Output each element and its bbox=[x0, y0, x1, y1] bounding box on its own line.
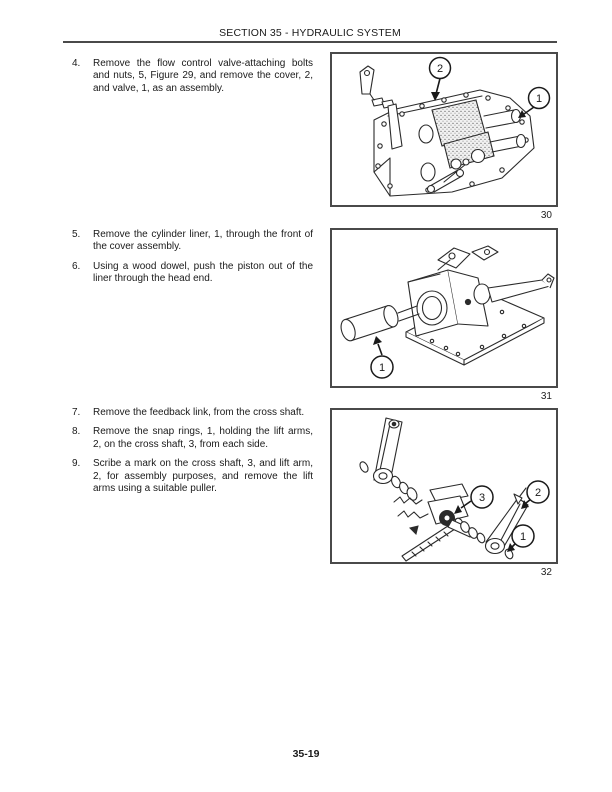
step-text: Remove the snap rings, 1, holding the lift arms, 2, on the cross shaft, 3, from each side. bbox=[93, 426, 313, 450]
figure-31-number: 31 bbox=[540, 391, 552, 402]
callout-2 bbox=[430, 58, 451, 102]
step-number: 5. bbox=[72, 229, 81, 240]
step-9 bbox=[72, 458, 313, 495]
step-text: Remove the feedback link, from the cross shaft. bbox=[93, 407, 305, 418]
lift-cover-drawing bbox=[339, 246, 554, 365]
wood-dowel bbox=[339, 304, 401, 343]
step-4 bbox=[72, 58, 313, 95]
step-8 bbox=[72, 426, 313, 451]
figure-30 bbox=[330, 52, 558, 207]
step-text: Scribe a mark on the cross shaft, 3, and lift arm, 2, for assembly purposes, and remove the lift arms using a suitable puller. bbox=[93, 458, 313, 495]
figure-32-illustration bbox=[332, 410, 556, 562]
step-text: Remove the cylinder liner, 1, through the front of the cover assembly. bbox=[93, 229, 313, 253]
callout-3-number: 3 bbox=[478, 492, 486, 504]
callout-1-number: 1 bbox=[535, 93, 543, 105]
step-group-2 bbox=[72, 229, 313, 286]
callout-1-number: 1 bbox=[378, 362, 386, 374]
step-number: 7. bbox=[72, 407, 81, 418]
callout-2 bbox=[521, 481, 549, 509]
step-7 bbox=[72, 407, 313, 419]
figure-31-illustration bbox=[332, 230, 556, 386]
step-6 bbox=[72, 261, 313, 286]
callout-1 bbox=[371, 336, 393, 378]
figure-32-number: 32 bbox=[540, 567, 552, 578]
callout-1 bbox=[518, 88, 550, 119]
callout-1-number: 1 bbox=[519, 531, 527, 543]
lift-arm-exploded-drawing bbox=[358, 418, 528, 561]
callout-1-arrowhead bbox=[373, 336, 382, 345]
section-title: SECTION 35 - HYDRAULIC SYSTEM bbox=[219, 27, 401, 39]
step-text: Remove the flow control valve-attaching bolts and nuts, 5, Figure 29, and remove the cover, 2, and valve, 1, as an assembly. bbox=[93, 58, 313, 94]
step-number: 9. bbox=[72, 458, 81, 470]
step-group-3 bbox=[72, 407, 313, 495]
figure-30-illustration bbox=[332, 54, 556, 205]
callout-2-number: 2 bbox=[436, 63, 444, 75]
step-number: 8. bbox=[72, 426, 81, 438]
step-5 bbox=[72, 229, 313, 254]
step-number: 4. bbox=[72, 58, 81, 69]
step-number: 6. bbox=[72, 260, 81, 272]
callout-2-number: 2 bbox=[534, 487, 542, 499]
page-number: 35-19 bbox=[292, 748, 320, 760]
step-group-1 bbox=[72, 58, 313, 95]
figure-30-number: 30 bbox=[540, 210, 552, 221]
valve-cover-drawing bbox=[360, 66, 534, 196]
step-text: Using a wood dowel, push the piston out of the liner through the head end. bbox=[93, 260, 313, 285]
figure-31 bbox=[330, 228, 558, 388]
figure-32 bbox=[330, 408, 558, 564]
header-rule bbox=[63, 41, 557, 43]
